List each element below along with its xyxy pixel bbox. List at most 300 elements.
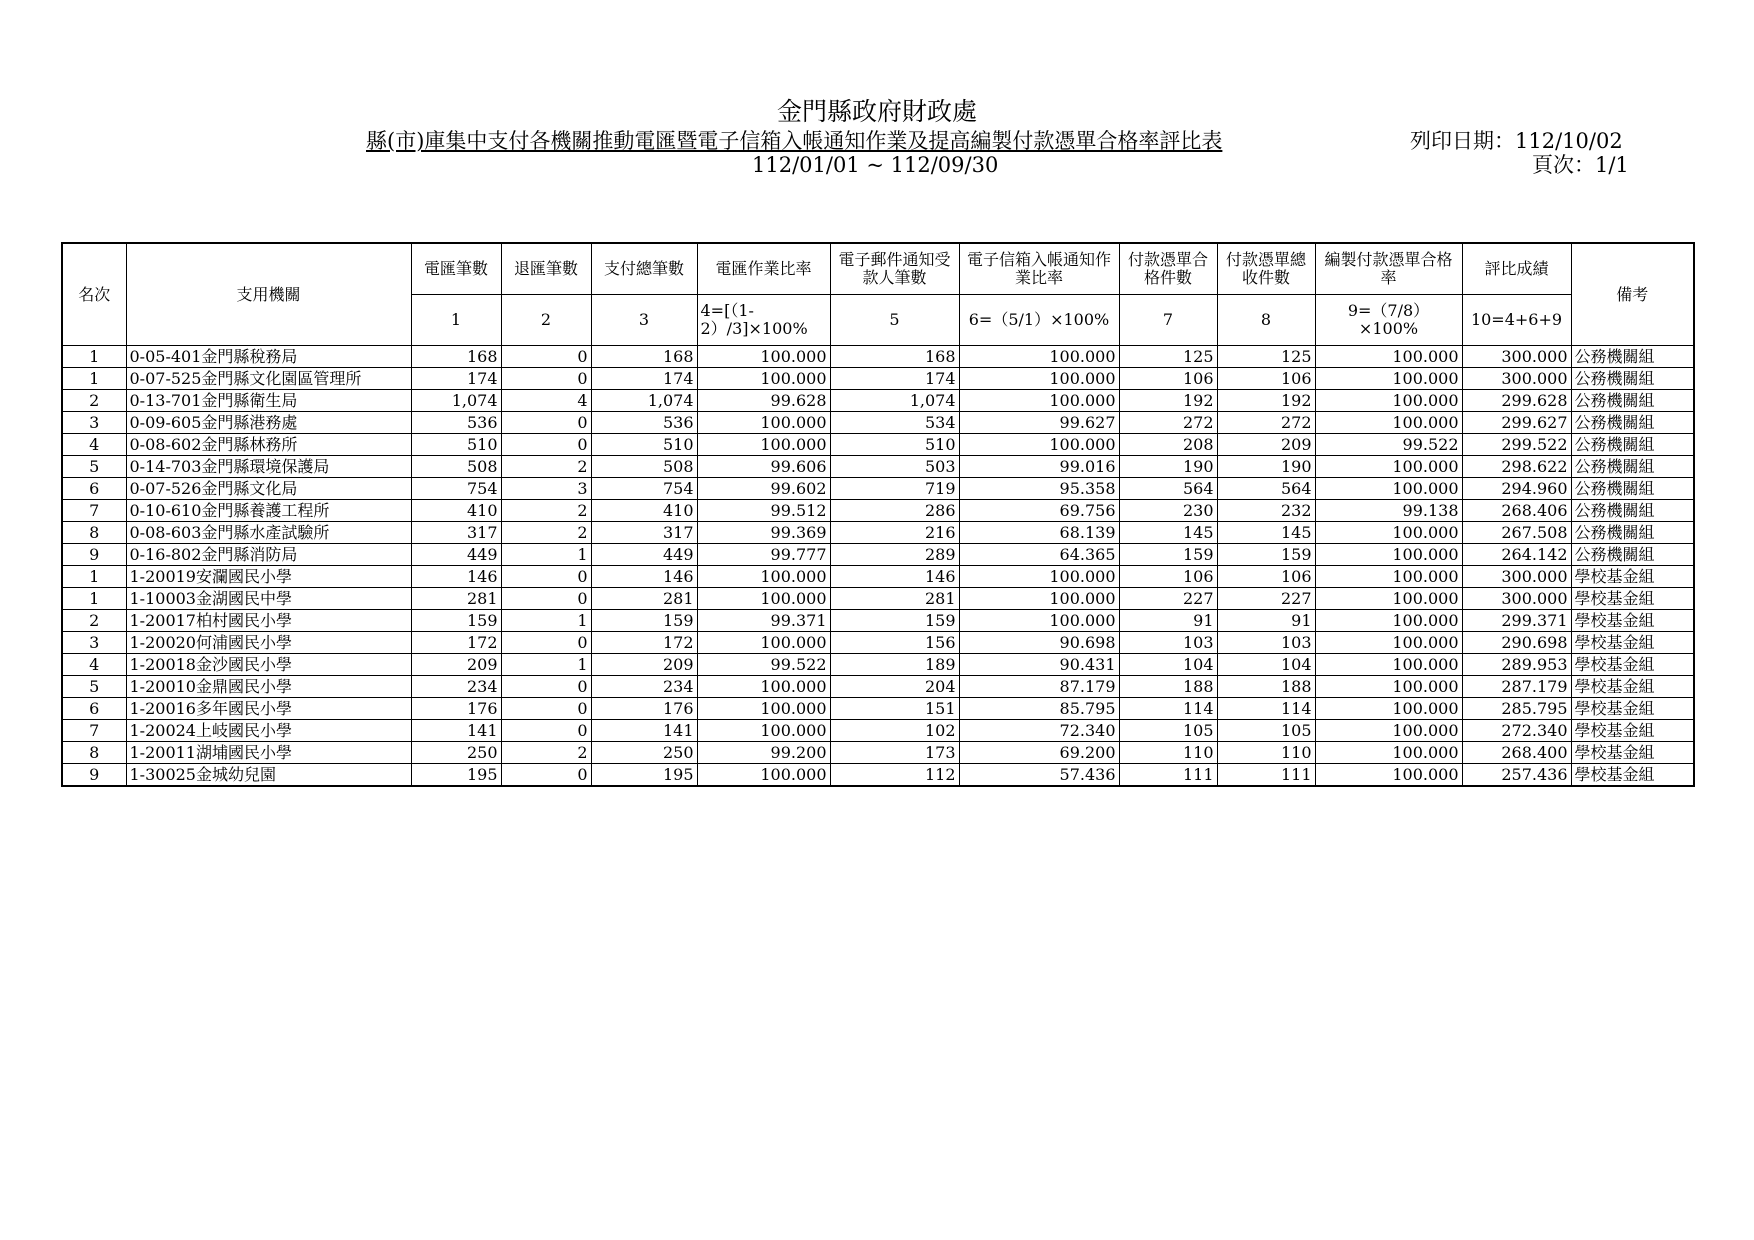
total-vouchers-cell: 190 <box>1217 456 1315 478</box>
table-row <box>62 522 1694 544</box>
report-period: 112/01/01 ~ 112/09/30 <box>752 153 999 177</box>
table-row <box>62 390 1694 412</box>
remarks-cell: 公務機關組 <box>1571 412 1694 434</box>
total-payments-cell: 195 <box>591 764 697 787</box>
wire-ratio-cell: 99.777 <box>697 544 830 566</box>
score-cell: 267.508 <box>1462 522 1571 544</box>
organization-title: 金門縣政府財政處 <box>776 97 977 126</box>
remarks-cell: 學校基金組 <box>1571 610 1694 632</box>
remarks-cell: 公務機關組 <box>1571 368 1694 390</box>
agency-cell: 1-10003金湖國民中學 <box>126 588 411 610</box>
email-notice-count-cell: 189 <box>830 654 959 676</box>
qualified-vouchers-cell: 103 <box>1119 632 1217 654</box>
return-count-cell: 1 <box>501 610 591 632</box>
wire-count-cell: 174 <box>411 368 501 390</box>
email-ratio-cell: 100.000 <box>959 588 1119 610</box>
return-count-cell: 0 <box>501 632 591 654</box>
total-vouchers-cell: 232 <box>1217 500 1315 522</box>
table-row <box>62 500 1694 522</box>
return-count-cell: 3 <box>501 478 591 500</box>
email-notice-count-cell: 216 <box>830 522 959 544</box>
remarks-cell: 公務機關組 <box>1571 522 1694 544</box>
remarks-cell: 學校基金組 <box>1571 566 1694 588</box>
email-ratio-cell: 69.200 <box>959 742 1119 764</box>
score-cell: 268.406 <box>1462 500 1571 522</box>
total-vouchers-cell: 125 <box>1217 346 1315 368</box>
remarks-cell: 公務機關組 <box>1571 390 1694 412</box>
email-ratio-cell: 57.436 <box>959 764 1119 787</box>
rank-cell: 1 <box>62 368 126 390</box>
email-ratio-cell: 100.000 <box>959 610 1119 632</box>
rank-cell: 7 <box>62 500 126 522</box>
qualified-vouchers-cell: 106 <box>1119 566 1217 588</box>
email-ratio-cell: 100.000 <box>959 566 1119 588</box>
col-header-qualified-vouchers: 付款憑單合格件數 <box>1119 243 1217 295</box>
rank-cell: 4 <box>62 434 126 456</box>
table-row <box>62 544 1694 566</box>
report-title: 縣(市)庫集中支付各機關推動電匯暨電子信箱入帳通知作業及提高編製付款憑單合格率評比表 <box>366 129 1223 153</box>
col-header-agency: 支用機關 <box>126 243 411 346</box>
wire-count-cell: 168 <box>411 346 501 368</box>
agency-cell: 0-07-525金門縣文化園區管理所 <box>126 368 411 390</box>
rank-cell: 7 <box>62 720 126 742</box>
score-cell: 268.400 <box>1462 742 1571 764</box>
agency-cell: 1-20024上岐國民小學 <box>126 720 411 742</box>
wire-ratio-cell: 99.628 <box>697 390 830 412</box>
total-payments-cell: 510 <box>591 434 697 456</box>
email-notice-count-cell: 1,074 <box>830 390 959 412</box>
voucher-ratio-cell: 100.000 <box>1315 346 1462 368</box>
email-ratio-cell: 64.365 <box>959 544 1119 566</box>
email-notice-count-cell: 159 <box>830 610 959 632</box>
wire-ratio-cell: 99.602 <box>697 478 830 500</box>
table-row <box>62 764 1694 787</box>
print-date: 列印日期：112/10/02 <box>1410 129 1623 153</box>
score-cell: 299.627 <box>1462 412 1571 434</box>
email-notice-count-cell: 156 <box>830 632 959 654</box>
total-vouchers-cell: 106 <box>1217 566 1315 588</box>
return-count-cell: 0 <box>501 434 591 456</box>
score-cell: 299.371 <box>1462 610 1571 632</box>
table-row <box>62 676 1694 698</box>
voucher-ratio-cell: 100.000 <box>1315 610 1462 632</box>
qualified-vouchers-cell: 106 <box>1119 368 1217 390</box>
qualified-vouchers-cell: 110 <box>1119 742 1217 764</box>
total-payments-cell: 234 <box>591 676 697 698</box>
qualified-vouchers-cell: 208 <box>1119 434 1217 456</box>
col-header-email-ratio: 電子信箱入帳通知作業比率 <box>959 243 1119 295</box>
agency-cell: 0-08-603金門縣水產試驗所 <box>126 522 411 544</box>
return-count-cell: 1 <box>501 654 591 676</box>
voucher-ratio-cell: 100.000 <box>1315 522 1462 544</box>
total-payments-cell: 146 <box>591 566 697 588</box>
return-count-cell: 4 <box>501 390 591 412</box>
col-header-total-vouchers: 付款憑單總收件數 <box>1217 243 1315 295</box>
return-count-cell: 2 <box>501 742 591 764</box>
email-notice-count-cell: 281 <box>830 588 959 610</box>
email-ratio-cell: 90.698 <box>959 632 1119 654</box>
voucher-ratio-cell: 100.000 <box>1315 456 1462 478</box>
agency-cell: 0-13-701金門縣衛生局 <box>126 390 411 412</box>
voucher-ratio-cell: 100.000 <box>1315 654 1462 676</box>
voucher-ratio-cell: 100.000 <box>1315 390 1462 412</box>
email-ratio-cell: 95.358 <box>959 478 1119 500</box>
wire-count-cell: 1,074 <box>411 390 501 412</box>
return-count-cell: 0 <box>501 676 591 698</box>
score-cell: 298.622 <box>1462 456 1571 478</box>
wire-count-cell: 281 <box>411 588 501 610</box>
total-payments-cell: 449 <box>591 544 697 566</box>
total-payments-cell: 317 <box>591 522 697 544</box>
voucher-ratio-cell: 100.000 <box>1315 368 1462 390</box>
voucher-ratio-cell: 100.000 <box>1315 676 1462 698</box>
wire-count-cell: 250 <box>411 742 501 764</box>
score-cell: 299.522 <box>1462 434 1571 456</box>
qualified-vouchers-cell: 272 <box>1119 412 1217 434</box>
agency-cell: 1-20011湖埔國民小學 <box>126 742 411 764</box>
rank-cell: 9 <box>62 764 126 787</box>
agency-cell: 0-10-610金門縣養護工程所 <box>126 500 411 522</box>
rank-cell: 2 <box>62 390 126 412</box>
total-payments-cell: 508 <box>591 456 697 478</box>
qualified-vouchers-cell: 114 <box>1119 698 1217 720</box>
voucher-ratio-cell: 100.000 <box>1315 632 1462 654</box>
wire-count-cell: 508 <box>411 456 501 478</box>
agency-cell: 1-30025金城幼兒園 <box>126 764 411 787</box>
table-body <box>62 346 1694 787</box>
total-vouchers-cell: 159 <box>1217 544 1315 566</box>
wire-count-cell: 234 <box>411 676 501 698</box>
email-ratio-cell: 90.431 <box>959 654 1119 676</box>
voucher-ratio-cell: 99.522 <box>1315 434 1462 456</box>
agency-cell: 1-20019安瀾國民小學 <box>126 566 411 588</box>
col-formula-7: 7 <box>1119 295 1217 346</box>
wire-ratio-cell: 100.000 <box>697 588 830 610</box>
qualified-vouchers-cell: 159 <box>1119 544 1217 566</box>
col-header-voucher-ratio: 編製付款憑單合格率 <box>1315 243 1462 295</box>
col-header-return-count: 退匯筆數 <box>501 243 591 295</box>
score-cell: 299.628 <box>1462 390 1571 412</box>
total-vouchers-cell: 104 <box>1217 654 1315 676</box>
col-formula-8: 8 <box>1217 295 1315 346</box>
return-count-cell: 2 <box>501 522 591 544</box>
score-cell: 287.179 <box>1462 676 1571 698</box>
email-ratio-cell: 100.000 <box>959 390 1119 412</box>
wire-ratio-cell: 99.522 <box>697 654 830 676</box>
total-vouchers-cell: 111 <box>1217 764 1315 787</box>
email-notice-count-cell: 289 <box>830 544 959 566</box>
total-vouchers-cell: 114 <box>1217 698 1315 720</box>
qualified-vouchers-cell: 145 <box>1119 522 1217 544</box>
score-cell: 300.000 <box>1462 368 1571 390</box>
rank-cell: 6 <box>62 478 126 500</box>
email-ratio-cell: 68.139 <box>959 522 1119 544</box>
table-row <box>62 720 1694 742</box>
email-notice-count-cell: 534 <box>830 412 959 434</box>
voucher-ratio-cell: 100.000 <box>1315 588 1462 610</box>
email-notice-count-cell: 112 <box>830 764 959 787</box>
email-ratio-cell: 69.756 <box>959 500 1119 522</box>
rank-cell: 5 <box>62 676 126 698</box>
score-cell: 290.698 <box>1462 632 1571 654</box>
table-row <box>62 478 1694 500</box>
voucher-ratio-cell: 100.000 <box>1315 698 1462 720</box>
wire-ratio-cell: 100.000 <box>697 368 830 390</box>
qualified-vouchers-cell: 192 <box>1119 390 1217 412</box>
table-row <box>62 588 1694 610</box>
rank-cell: 2 <box>62 610 126 632</box>
remarks-cell: 公務機關組 <box>1571 456 1694 478</box>
email-notice-count-cell: 168 <box>830 346 959 368</box>
col-header-remarks: 備考 <box>1571 243 1694 346</box>
email-notice-count-cell: 146 <box>830 566 959 588</box>
total-payments-cell: 281 <box>591 588 697 610</box>
remarks-cell: 公務機關組 <box>1571 544 1694 566</box>
table-row <box>62 412 1694 434</box>
qualified-vouchers-cell: 125 <box>1119 346 1217 368</box>
wire-ratio-cell: 100.000 <box>697 764 830 787</box>
voucher-ratio-cell: 100.000 <box>1315 544 1462 566</box>
col-header-rank: 名次 <box>62 243 126 346</box>
return-count-cell: 0 <box>501 368 591 390</box>
score-cell: 285.795 <box>1462 698 1571 720</box>
email-ratio-cell: 99.016 <box>959 456 1119 478</box>
score-cell: 289.953 <box>1462 654 1571 676</box>
total-payments-cell: 1,074 <box>591 390 697 412</box>
total-vouchers-cell: 105 <box>1217 720 1315 742</box>
remarks-cell: 學校基金組 <box>1571 676 1694 698</box>
rank-cell: 5 <box>62 456 126 478</box>
total-payments-cell: 174 <box>591 368 697 390</box>
wire-ratio-cell: 99.371 <box>697 610 830 632</box>
voucher-ratio-cell: 100.000 <box>1315 742 1462 764</box>
rank-cell: 1 <box>62 588 126 610</box>
voucher-ratio-cell: 99.138 <box>1315 500 1462 522</box>
col-formula-3: 3 <box>591 295 697 346</box>
qualified-vouchers-cell: 230 <box>1119 500 1217 522</box>
table-row <box>62 434 1694 456</box>
agency-cell: 1-20016多年國民小學 <box>126 698 411 720</box>
remarks-cell: 學校基金組 <box>1571 698 1694 720</box>
remarks-cell: 公務機關組 <box>1571 500 1694 522</box>
table-row <box>62 566 1694 588</box>
agency-cell: 0-16-802金門縣消防局 <box>126 544 411 566</box>
qualified-vouchers-cell: 188 <box>1119 676 1217 698</box>
wire-count-cell: 159 <box>411 610 501 632</box>
score-cell: 300.000 <box>1462 566 1571 588</box>
return-count-cell: 2 <box>501 456 591 478</box>
return-count-cell: 0 <box>501 698 591 720</box>
total-vouchers-cell: 103 <box>1217 632 1315 654</box>
rank-cell: 3 <box>62 632 126 654</box>
return-count-cell: 0 <box>501 764 591 787</box>
table-row <box>62 456 1694 478</box>
email-ratio-cell: 100.000 <box>959 434 1119 456</box>
col-formula-4: 4=[（1-2）/3]×100% <box>697 295 830 346</box>
remarks-cell: 學校基金組 <box>1571 632 1694 654</box>
wire-count-cell: 146 <box>411 566 501 588</box>
voucher-ratio-cell: 100.000 <box>1315 764 1462 787</box>
score-cell: 294.960 <box>1462 478 1571 500</box>
email-notice-count-cell: 503 <box>830 456 959 478</box>
col-header-wire-ratio: 電匯作業比率 <box>697 243 830 295</box>
wire-count-cell: 195 <box>411 764 501 787</box>
voucher-ratio-cell: 100.000 <box>1315 478 1462 500</box>
total-payments-cell: 176 <box>591 698 697 720</box>
col-formula-10: 10=4+6+9 <box>1462 295 1571 346</box>
qualified-vouchers-cell: 91 <box>1119 610 1217 632</box>
wire-ratio-cell: 100.000 <box>697 720 830 742</box>
rank-cell: 4 <box>62 654 126 676</box>
table-row <box>62 698 1694 720</box>
remarks-cell: 公務機關組 <box>1571 346 1694 368</box>
wire-ratio-cell: 100.000 <box>697 676 830 698</box>
wire-count-cell: 510 <box>411 434 501 456</box>
qualified-vouchers-cell: 564 <box>1119 478 1217 500</box>
qualified-vouchers-cell: 111 <box>1119 764 1217 787</box>
return-count-cell: 0 <box>501 588 591 610</box>
agency-cell: 0-09-605金門縣港務處 <box>126 412 411 434</box>
wire-ratio-cell: 100.000 <box>697 346 830 368</box>
return-count-cell: 1 <box>501 544 591 566</box>
email-ratio-cell: 87.179 <box>959 676 1119 698</box>
total-payments-cell: 250 <box>591 742 697 764</box>
total-payments-cell: 536 <box>591 412 697 434</box>
score-cell: 272.340 <box>1462 720 1571 742</box>
wire-ratio-cell: 99.200 <box>697 742 830 764</box>
remarks-cell: 學校基金組 <box>1571 588 1694 610</box>
email-ratio-cell: 100.000 <box>959 368 1119 390</box>
email-notice-count-cell: 102 <box>830 720 959 742</box>
total-payments-cell: 172 <box>591 632 697 654</box>
email-notice-count-cell: 174 <box>830 368 959 390</box>
return-count-cell: 0 <box>501 412 591 434</box>
wire-count-cell: 209 <box>411 654 501 676</box>
table-row <box>62 632 1694 654</box>
score-cell: 300.000 <box>1462 346 1571 368</box>
total-vouchers-cell: 227 <box>1217 588 1315 610</box>
agency-cell: 0-07-526金門縣文化局 <box>126 478 411 500</box>
col-header-wire-count: 電匯筆數 <box>411 243 501 295</box>
qualified-vouchers-cell: 227 <box>1119 588 1217 610</box>
table-row <box>62 368 1694 390</box>
total-vouchers-cell: 188 <box>1217 676 1315 698</box>
email-notice-count-cell: 510 <box>830 434 959 456</box>
rank-cell: 1 <box>62 566 126 588</box>
wire-ratio-cell: 100.000 <box>697 412 830 434</box>
total-payments-cell: 209 <box>591 654 697 676</box>
remarks-cell: 公務機關組 <box>1571 478 1694 500</box>
total-payments-cell: 168 <box>591 346 697 368</box>
wire-count-cell: 317 <box>411 522 501 544</box>
voucher-ratio-cell: 100.000 <box>1315 566 1462 588</box>
wire-ratio-cell: 100.000 <box>697 434 830 456</box>
wire-ratio-cell: 99.512 <box>697 500 830 522</box>
wire-ratio-cell: 99.606 <box>697 456 830 478</box>
wire-count-cell: 141 <box>411 720 501 742</box>
score-cell: 264.142 <box>1462 544 1571 566</box>
voucher-ratio-cell: 100.000 <box>1315 412 1462 434</box>
score-cell: 300.000 <box>1462 588 1571 610</box>
total-payments-cell: 410 <box>591 500 697 522</box>
col-formula-5: 5 <box>830 295 959 346</box>
qualified-vouchers-cell: 104 <box>1119 654 1217 676</box>
agency-cell: 0-08-602金門縣林務所 <box>126 434 411 456</box>
col-header-score: 評比成績 <box>1462 243 1571 295</box>
return-count-cell: 0 <box>501 566 591 588</box>
evaluation-table <box>61 242 1695 787</box>
email-notice-count-cell: 173 <box>830 742 959 764</box>
return-count-cell: 0 <box>501 346 591 368</box>
rank-cell: 9 <box>62 544 126 566</box>
wire-count-cell: 754 <box>411 478 501 500</box>
remarks-cell: 學校基金組 <box>1571 742 1694 764</box>
page-number: 頁次：1/1 <box>1532 153 1629 177</box>
email-ratio-cell: 99.627 <box>959 412 1119 434</box>
return-count-cell: 2 <box>501 500 591 522</box>
col-formula-9: 9=（7/8）×100% <box>1315 295 1462 346</box>
total-vouchers-cell: 106 <box>1217 368 1315 390</box>
agency-cell: 1-20018金沙國民小學 <box>126 654 411 676</box>
rank-cell: 8 <box>62 742 126 764</box>
total-payments-cell: 141 <box>591 720 697 742</box>
wire-count-cell: 172 <box>411 632 501 654</box>
total-payments-cell: 159 <box>591 610 697 632</box>
email-notice-count-cell: 204 <box>830 676 959 698</box>
col-formula-1: 1 <box>411 295 501 346</box>
total-vouchers-cell: 272 <box>1217 412 1315 434</box>
wire-ratio-cell: 100.000 <box>697 698 830 720</box>
wire-ratio-cell: 100.000 <box>697 566 830 588</box>
total-vouchers-cell: 209 <box>1217 434 1315 456</box>
wire-count-cell: 536 <box>411 412 501 434</box>
remarks-cell: 學校基金組 <box>1571 654 1694 676</box>
rank-cell: 8 <box>62 522 126 544</box>
col-header-total-payments: 支付總筆數 <box>591 243 697 295</box>
agency-cell: 1-20017柏村國民小學 <box>126 610 411 632</box>
table-row <box>62 742 1694 764</box>
wire-ratio-cell: 99.369 <box>697 522 830 544</box>
agency-cell: 1-20010金鼎國民小學 <box>126 676 411 698</box>
wire-count-cell: 176 <box>411 698 501 720</box>
remarks-cell: 學校基金組 <box>1571 720 1694 742</box>
agency-cell: 0-14-703金門縣環境保護局 <box>126 456 411 478</box>
table-row <box>62 654 1694 676</box>
qualified-vouchers-cell: 190 <box>1119 456 1217 478</box>
remarks-cell: 公務機關組 <box>1571 434 1694 456</box>
total-vouchers-cell: 564 <box>1217 478 1315 500</box>
voucher-ratio-cell: 100.000 <box>1315 720 1462 742</box>
score-cell: 257.436 <box>1462 764 1571 787</box>
rank-cell: 1 <box>62 346 126 368</box>
table-row <box>62 346 1694 368</box>
table-row <box>62 610 1694 632</box>
wire-count-cell: 410 <box>411 500 501 522</box>
total-vouchers-cell: 110 <box>1217 742 1315 764</box>
remarks-cell: 學校基金組 <box>1571 764 1694 787</box>
qualified-vouchers-cell: 105 <box>1119 720 1217 742</box>
rank-cell: 3 <box>62 412 126 434</box>
col-header-email-notice-count: 電子郵件通知受款人筆數 <box>830 243 959 295</box>
wire-ratio-cell: 100.000 <box>697 632 830 654</box>
email-notice-count-cell: 286 <box>830 500 959 522</box>
email-ratio-cell: 100.000 <box>959 346 1119 368</box>
total-vouchers-cell: 192 <box>1217 390 1315 412</box>
email-ratio-cell: 72.340 <box>959 720 1119 742</box>
agency-cell: 0-05-401金門縣稅務局 <box>126 346 411 368</box>
col-formula-2: 2 <box>501 295 591 346</box>
col-formula-6: 6=（5/1）×100% <box>959 295 1119 346</box>
